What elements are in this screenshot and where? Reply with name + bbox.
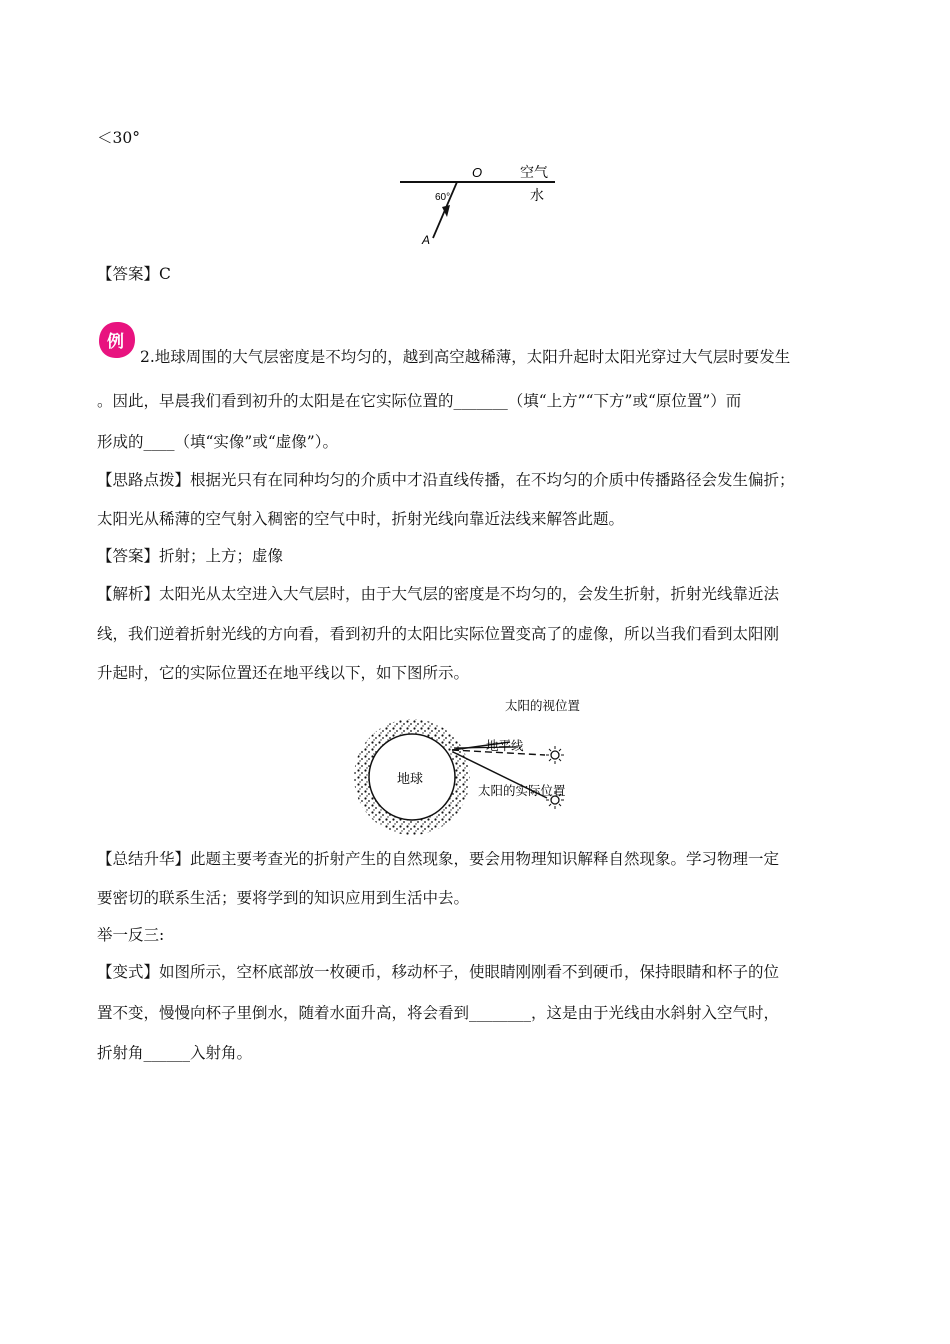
q1-answer: 【答案】C — [97, 265, 171, 283]
point-a-label: A — [422, 233, 431, 247]
angle-label: 60° — [435, 192, 451, 203]
apparent-sun-label: 太阳的视位置 — [505, 698, 581, 713]
q2-stem-line-3: 形成的____（填“实像”或“虚像”）。 — [97, 433, 338, 451]
horizon-label: 地平线 — [486, 738, 524, 753]
summary-line-2: 要密切的联系生活；要将学到的知识应用到生活中去。 — [97, 889, 470, 907]
earth-label: 地球 — [397, 772, 424, 787]
q2-stem-line-1: 2.地球周围的大气层密度是不均匀的，越到高空越稀薄，太阳升起时太阳光穿过大气层时要发生 — [140, 348, 791, 366]
q2-analysis-line-3: 升起时，它的实际位置还在地平线以下，如下图所示。 — [97, 664, 470, 682]
svg-text:例: 例 — [107, 332, 124, 352]
apparent-sun-icon — [546, 746, 564, 764]
q2-analysis-line-2: 线，我们逆着折射光线的方向看，看到初升的太阳比实际位置变高了的虚像，所以当我们看到太阳刚 — [97, 625, 780, 643]
q2-hint-line-1: 【思路点拨】根据光只有在同种均匀的介质中才沿直线传播，在不均匀的介质中传播路径会发生偏折； — [97, 471, 795, 489]
atmospheric-refraction-diagram — [350, 692, 600, 842]
q2-answer: 【答案】折射；上方；虚像 — [97, 547, 284, 565]
water-label: 水 — [530, 188, 544, 204]
example-badge-icon — [97, 320, 137, 360]
q2-hint-line-2: 太阳光从稀薄的空气射入稠密的空气中时，折射光线向靠近法线来解答此题。 — [97, 510, 625, 528]
point-o-label: O — [472, 165, 483, 180]
variant-line-2: 置不变，慢慢向杯子里倒水，随着水面升高，将会看到________，这是由于光线由水斜射入空气时， — [97, 1004, 780, 1022]
actual-sun-label: 太阳的实际位置 — [478, 783, 566, 798]
q2-analysis-line-1: 【解析】太阳光从太空进入大气层时，由于大气层的密度是不均匀的，会发生折射，折射光线靠近法 — [97, 585, 780, 603]
air-label: 空气 — [520, 165, 548, 181]
answer-option-fragment: ＜30° — [97, 129, 140, 147]
q2-stem-line-2: 。因此，早晨我们看到初升的太阳是在它实际位置的_______（填“上方”“下方”或“原位置”）而 — [97, 392, 742, 410]
refraction-diagram — [390, 160, 570, 250]
summary-line-1: 【总结升华】此题主要考查光的折射产生的自然现象，要会用物理知识解释自然现象。学习物理一定 — [97, 850, 780, 868]
variant-line-3: 折射角______入射角。 — [97, 1044, 253, 1062]
variant-line-1: 【变式】如图所示，空杯底部放一枚硬币，移动杯子，使眼睛刚刚看不到硬币，保持眼睛和杯子的位 — [97, 963, 780, 981]
extension-title: 举一反三: — [97, 926, 165, 944]
